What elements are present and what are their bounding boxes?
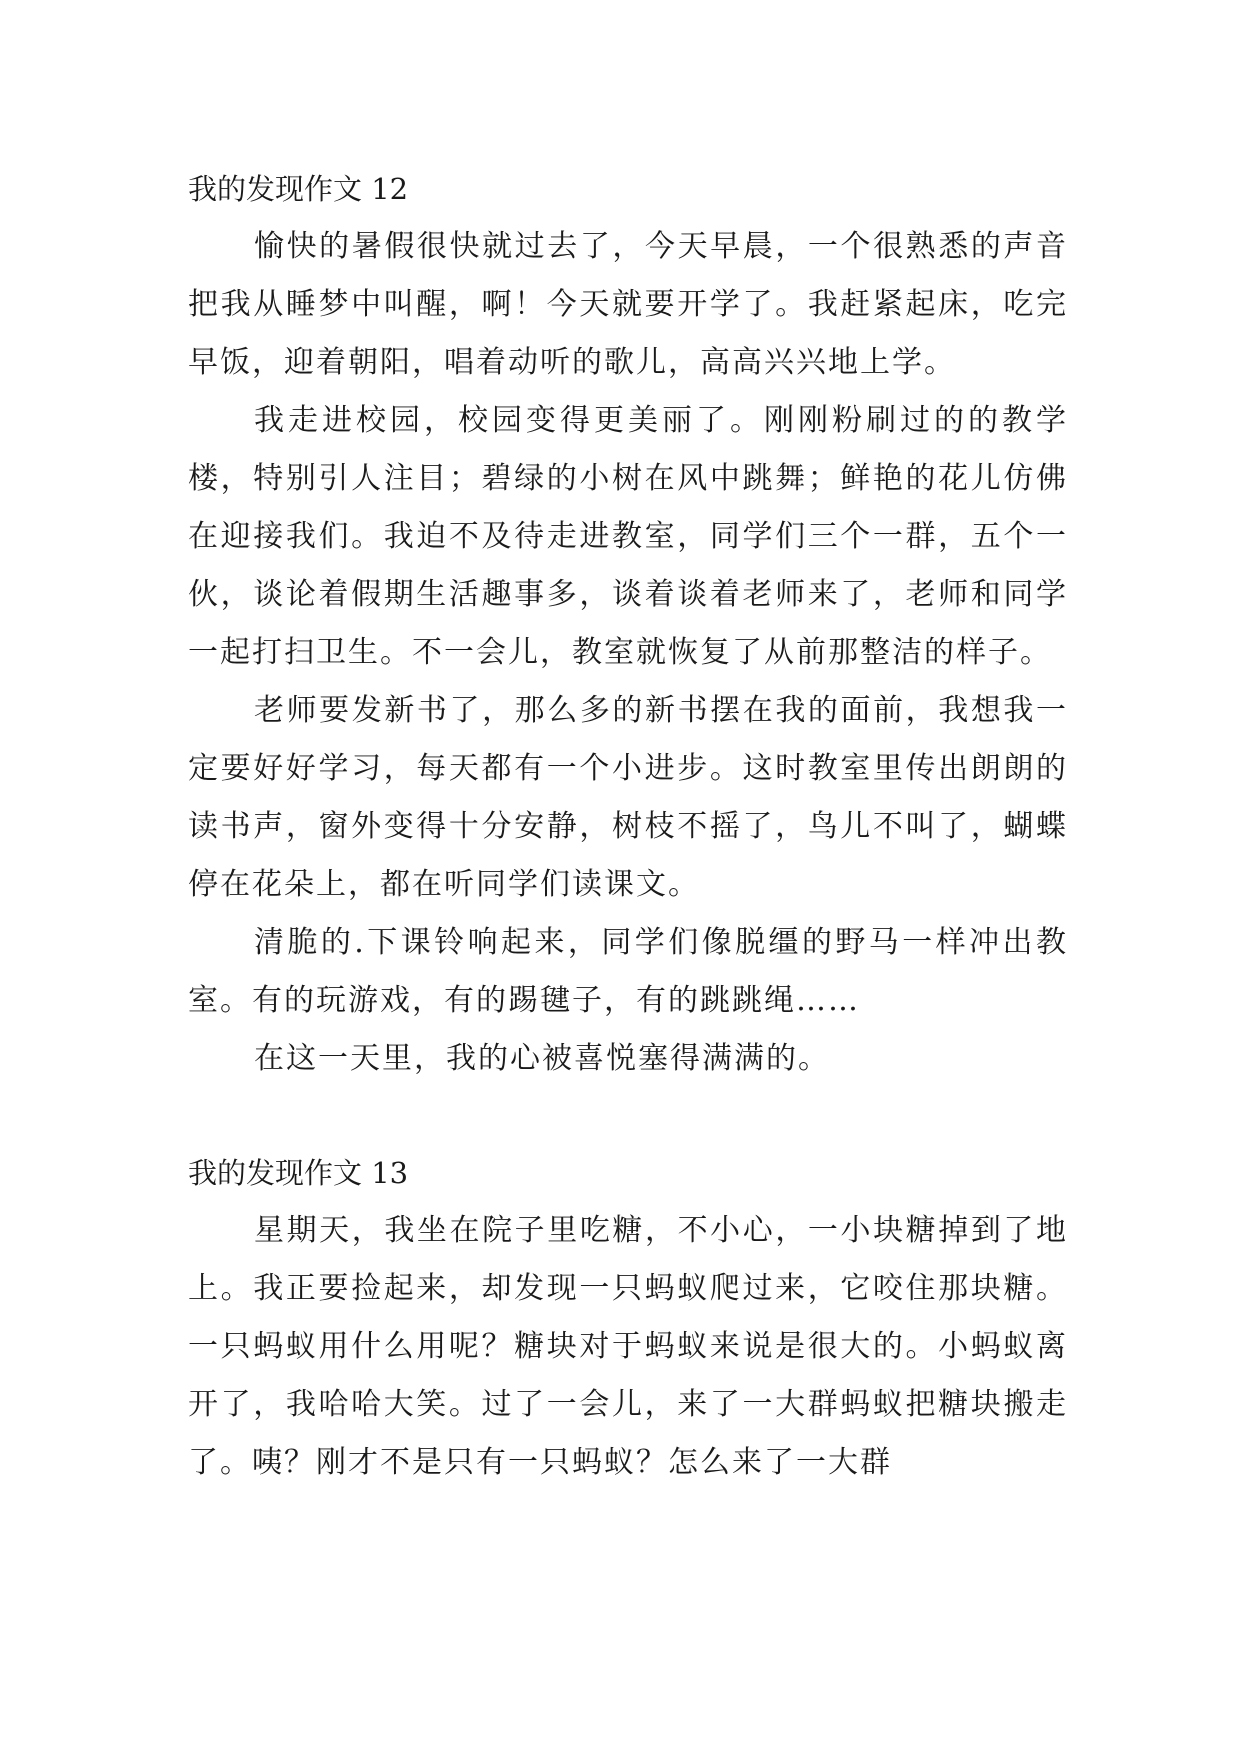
essay-title: 我的发现作文 12 [188, 172, 409, 206]
essay-paragraph: 星期天，我坐在院子里吃糖，不小心，一小块糖掉到了地上。我正要捡起来，却发现一只蚂蚁爬过来，它咬住那块糖。一只蚂蚁用什么用呢？糖块对于蚂蚁来说是很大的。小蚂蚁离开了，我哈哈大笑。过了一会儿，来了一大群蚂蚁把糖块搬走了。咦？刚才不是只有一只蚂蚁？怎么来了一大群 [188, 1213, 1068, 1480]
essay-title: 我的发现作文 13 [188, 1156, 409, 1190]
essay-paragraph: 清脆的.下课铃响起来，同学们像脱缰的野马一样冲出教室。有的玩游戏，有的踢毽子，有的跳跳绳…… [188, 925, 1068, 1018]
document-body [188, 160, 1068, 1492]
essay-paragraph: 老师要发新书了，那么多的新书摆在我的面前，我想我一定要好好学习，每天都有一个小进步。这时教室里传出朗朗的读书声，窗外变得十分安静，树枝不摇了，鸟儿不叫了，蝴蝶停在花朵上，都在听同学们读课文。 [188, 693, 1068, 902]
essay-section-13 [188, 1144, 1068, 1492]
essay-section-12 [188, 160, 1068, 1088]
essay-paragraph: 我走进校园，校园变得更美丽了。刚刚粉刷过的的教学楼，特别引人注目；碧绿的小树在风中跳舞；鲜艳的花儿仿佛在迎接我们。我迫不及待走进教室，同学们三个一群，五个一伙，谈论着假期生活趣事多，谈着谈着老师来了，老师和同学一起打扫卫生。不一会儿，教室就恢复了从前那整洁的样子。 [188, 403, 1068, 670]
essay-paragraph: 愉快的暑假很快就过去了，今天早晨，一个很熟悉的声音把我从睡梦中叫醒，啊！今天就要开学了。我赶紧起床，吃完早饭，迎着朝阳，唱着动听的歌儿，高高兴兴地上学。 [188, 229, 1068, 380]
essay-paragraph: 在这一天里，我的心被喜悦塞得满满的。 [254, 1041, 830, 1076]
